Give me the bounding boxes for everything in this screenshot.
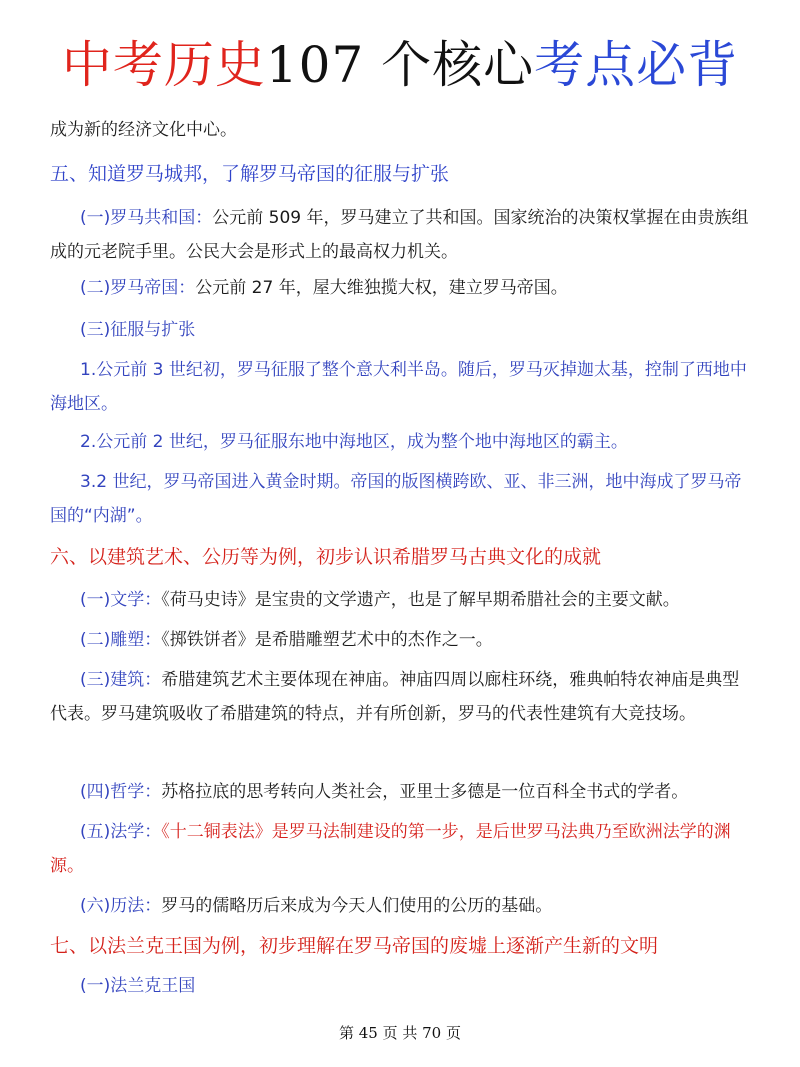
title-part-black: 107 个核心: [265, 36, 535, 94]
item-label: (二)雕塑：: [80, 630, 162, 650]
paragraph-literature: [50, 583, 756, 617]
paragraph-conquest-3: 3.2 世纪，罗马帝国进入黄金时期。帝国的版图横跨欧、亚、非三洲，地中海成了罗马帝国的“内湖”。: [50, 472, 742, 526]
paragraph-sculpture: [50, 623, 756, 657]
paragraph-conquest-1: 1.公元前 3 世纪初，罗马征服了整个意大利半岛。随后，罗马灭掉迦太基，控制了西地中海地区。: [50, 360, 747, 414]
item-text: 罗马的儒略历后来成为今天人们使用的公历的基础。: [161, 896, 553, 916]
item-label: (四)哲学：: [80, 782, 162, 802]
paragraph-architecture: [50, 663, 756, 731]
page-footer: 第 45 页 共 70 页: [338, 1024, 461, 1042]
paragraph-frankish-kingdom: (一)法兰克王国: [80, 976, 196, 996]
paragraph-conquest-heading: (三)征服与扩张: [80, 320, 196, 340]
item-text: 苏格拉底的思考转向人类社会，亚里士多德是一位百科全书式的学者。: [161, 782, 689, 802]
title-part-red: 中考历史: [61, 36, 266, 94]
continuation-line: 成为新的经济文化中心。: [50, 120, 237, 140]
paragraph-law: [50, 815, 756, 883]
item-text: 《掷铁饼者》是希腊雕塑艺术中的杰作之一。: [161, 630, 493, 650]
page-title: [0, 30, 800, 100]
section-heading-7: 七、以法兰克王国为例，初步理解在罗马帝国的废墟上逐渐产生新的文明: [50, 935, 659, 957]
paragraph-conquest-2: 2.公元前 2 世纪，罗马征服东地中海地区，成为整个地中海地区的霸主。: [80, 432, 628, 452]
item-label: (三)建筑：: [80, 670, 162, 690]
paragraph-philosophy: [50, 775, 756, 809]
paragraph-roman-republic: [50, 201, 756, 269]
item-label: (一)罗马共和国：: [80, 208, 213, 228]
paragraph-roman-empire: [50, 271, 756, 305]
item-text: 《荷马史诗》是宝贵的文学遗产，也是了解早期希腊社会的主要文献。: [161, 590, 680, 610]
item-text: 公元前 27 年，屋大维独揽大权，建立罗马帝国。: [195, 278, 568, 298]
item-label: (二)罗马帝国：: [80, 278, 196, 298]
item-text: 公元前 509 年，罗马建立了共和国。国家统治的决策权掌握在由贵族组成的元老院手里。公民大会是形式上的最高权力机关。: [50, 208, 749, 262]
paragraph-calendar: [50, 889, 756, 923]
section-heading-5: 五、知道罗马城邦，了解罗马帝国的征服与扩张: [50, 163, 450, 185]
item-text: 希腊建筑艺术主要体现在神庙。神庙四周以廊柱环绕，雅典帕特农神庙是典型代表。罗马建筑吸收了希腊建筑的特点，并有所创新，罗马的代表性建筑有大竞技场。: [50, 670, 740, 724]
section-heading-6: 六、以建筑艺术、公历等为例，初步认识希腊罗马古典文化的成就: [50, 546, 602, 568]
item-label: (一)文学：: [80, 590, 162, 610]
item-label: (五)法学：: [80, 822, 162, 842]
title-part-blue: 考点必背: [534, 36, 739, 94]
item-text: 《十二铜表法》是罗马法制建设的第一步，是后世罗马法典乃至欧洲法学的渊源。: [50, 822, 731, 876]
item-label: (六)历法：: [80, 896, 162, 916]
